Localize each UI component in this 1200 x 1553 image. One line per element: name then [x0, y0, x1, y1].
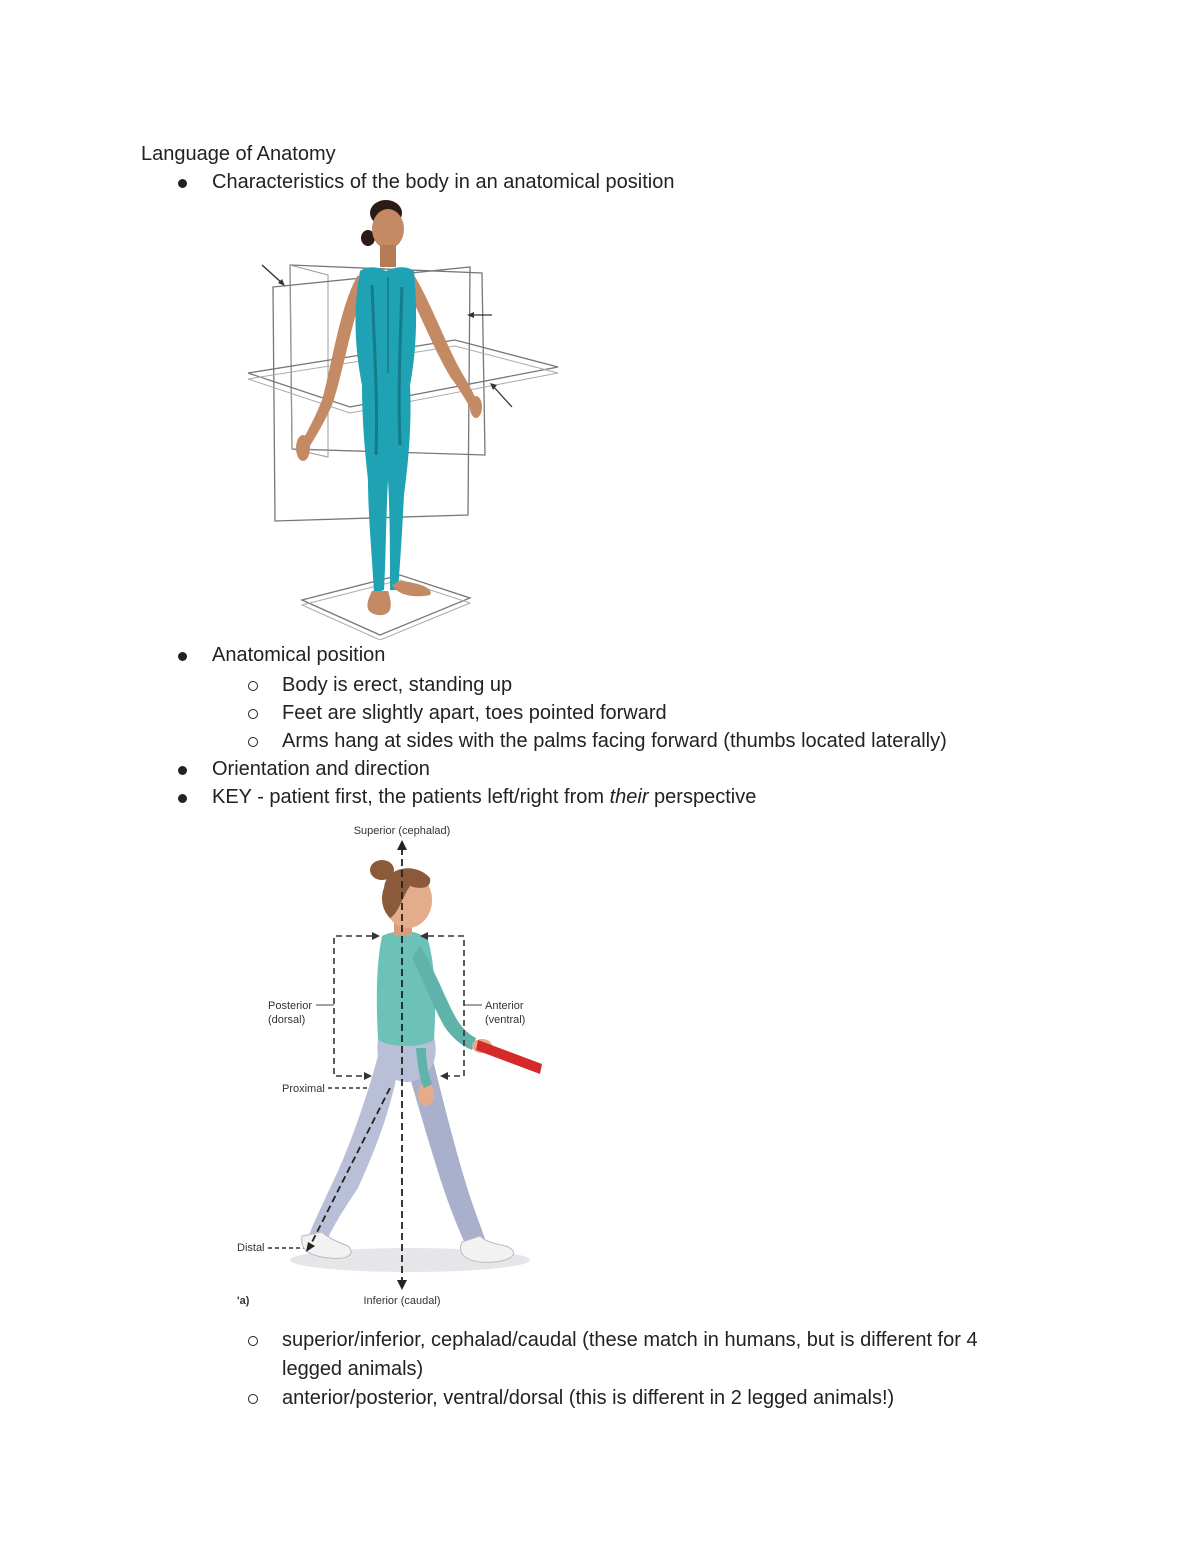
bullet-marker: [178, 794, 187, 803]
sub-bullet-marker: [248, 1336, 258, 1346]
superior-label: Superior (cephalad): [353, 825, 451, 837]
bullet-text: Orientation and direction: [212, 758, 430, 780]
anatomical-position-figure: [240, 195, 570, 640]
sub-item-text-continued: legged animals): [282, 1358, 424, 1380]
sub-bullet-marker: [248, 1394, 258, 1404]
bullet-marker: [178, 179, 187, 188]
page-title: Language of Anatomy: [141, 143, 336, 165]
proximal-label: Proximal: [282, 1083, 325, 1095]
directional-terms-figure: [230, 818, 550, 1310]
bullet-text: Anatomical position: [212, 644, 386, 666]
panel-label: 'a): [237, 1295, 250, 1307]
bullet-marker: [178, 652, 187, 661]
bullet-marker: [178, 766, 187, 775]
sub-bullet-marker: [248, 709, 258, 719]
sub-item-text: superior/inferior, cephalad/caudal (these match in humans, but is different for 4: [282, 1329, 978, 1351]
key-prefix: KEY - patient first, the patients left/right from: [212, 786, 610, 808]
sub-bullet-marker: [248, 737, 258, 747]
anterior-label: Anterior: [485, 1000, 524, 1012]
sub-item-text: Feet are slightly apart, toes pointed forward: [282, 702, 667, 724]
sub-bullet-marker: [248, 681, 258, 691]
key-bullet-text: [212, 783, 756, 811]
posterior-sub-label: (dorsal): [268, 1014, 306, 1026]
key-emphasis: their: [609, 786, 649, 808]
key-suffix: perspective: [648, 786, 757, 808]
bullet-text: Characteristics of the body in an anatomical position: [212, 171, 675, 193]
posterior-label: Posterior: [268, 1000, 313, 1012]
sub-item-text: Arms hang at sides with the palms facing forward (thumbs located laterally): [282, 730, 947, 752]
sub-item-text: Body is erect, standing up: [282, 674, 513, 696]
anterior-sub-label: (ventral): [485, 1014, 526, 1026]
sub-item-text: anterior/posterior, ventral/dorsal (this is different in 2 legged animals!): [282, 1387, 895, 1409]
inferior-label: Inferior (caudal): [363, 1295, 441, 1307]
distal-label: Distal: [237, 1242, 265, 1254]
